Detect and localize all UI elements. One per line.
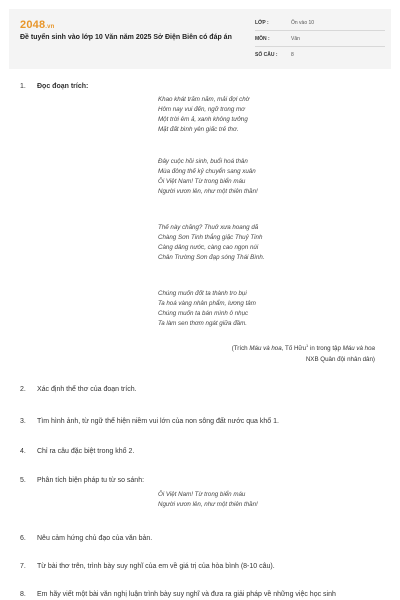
poem-line: Ta hoá vàng nhân phẩm, lương tâm	[158, 300, 256, 307]
question-text: Em hãy viết một bài văn nghị luận trình bày suy nghĩ và đưa ra giải pháp về những việc học sinh	[37, 591, 336, 598]
meta-row-class	[255, 15, 385, 31]
poem-line: Chàng Sơn Tinh thắng giặc Thuỷ Tinh	[158, 234, 263, 241]
question-text: Từ bài thơ trên, trình bày suy nghĩ của em về giá trị của hòa bình (8-10 câu).	[37, 563, 275, 570]
poem-line: Mùa đông thế kỷ chuyển sang xuân	[158, 168, 256, 175]
question-number: 8.	[20, 591, 26, 598]
question-number: 1.	[20, 83, 26, 90]
citation-author: , Tố Hữu	[281, 345, 307, 353]
quote-line: Người vươn lên, như một thiên thần!	[158, 501, 258, 508]
citation-book-title: Máu và hoa	[342, 345, 375, 353]
poem-stanza-1	[158, 95, 378, 135]
question-text: Xác định thể thơ của đoạn trích.	[37, 386, 137, 393]
poem-line: Chúng muốn đốt ta thành tro bụi	[158, 290, 247, 297]
citation-footnote: 1	[306, 343, 309, 348]
logo-text: 2048	[20, 19, 46, 31]
question-5-quote	[158, 490, 378, 510]
poem-line: Hôm nay vui đến, ngỡ trong mơ	[158, 106, 245, 113]
question-number: 3.	[20, 418, 26, 425]
meta-label: MÔN :	[255, 35, 270, 42]
question-number: 7.	[20, 563, 26, 570]
question-text: Đọc đoạn trích:	[37, 83, 89, 90]
poem-line: Càng dâng nước, càng cao ngọn núi	[158, 244, 259, 251]
poem-line: Thế này chăng? Thuở xưa hoang dã	[158, 224, 259, 231]
poem-citation	[145, 340, 375, 365]
citation-line-1	[145, 340, 375, 354]
logo-tld: .vn	[45, 24, 55, 30]
question-text: Chỉ ra câu đặc biệt trong khổ 2.	[37, 448, 135, 455]
poem-line: Chân Trường Sơn đạp sóng Thái Bình.	[158, 254, 265, 261]
question-number: 6.	[20, 535, 26, 542]
poem-line: Ôi Việt Nam! Từ trong biển máu	[158, 178, 246, 185]
question-number: 4.	[20, 448, 26, 455]
poem-line: Một trời êm ả, xanh không tưởng	[158, 116, 248, 123]
meta-row-question-count	[255, 47, 385, 62]
poem-stanza-4	[158, 289, 378, 329]
question-number: 5.	[20, 477, 26, 484]
meta-value: Văn	[291, 35, 300, 42]
citation-prefix: (Trích	[231, 345, 250, 353]
poem-line: Ta làm sen thơm ngát giữa đầm.	[158, 320, 247, 327]
question-number: 2.	[20, 386, 26, 393]
document-header	[9, 9, 391, 69]
meta-value: 8	[291, 51, 294, 58]
citation-line-2: NXB Quân đội nhân dân)	[305, 356, 375, 364]
question-text: Nêu cảm hứng chủ đạo của văn bản.	[37, 535, 153, 542]
poem-line: Đây cuộc hồi sinh, buổi hoá thân	[158, 158, 248, 165]
question-text: Tìm hình ảnh, từ ngữ thể hiện niềm vui lớn của non sông đất nước qua khổ 1.	[37, 418, 279, 425]
meta-label: SỐ CÂU :	[255, 51, 278, 58]
quote-line: Ôi Việt Nam! Từ trong biển máu	[158, 491, 246, 498]
site-logo[interactable]	[20, 19, 55, 31]
meta-value: Ôn vào 10	[291, 19, 315, 26]
poem-line: Chúng muốn ta bán mình ô nhục	[158, 310, 249, 317]
document-title: Đề tuyển sinh vào lớp 10 Văn năm 2025 Sở Điện Biên có đáp án	[20, 34, 232, 41]
citation-mid: in trong tập	[308, 345, 343, 353]
poem-line: Người vươn lên, như một thiên thần!	[158, 188, 258, 195]
meta-table	[255, 15, 385, 62]
citation-poem-title: Máu và hoa	[249, 345, 282, 353]
poem-line: Khao khát trăm năm, mải đợi chờ	[158, 96, 250, 103]
question-text: Phân tích biện pháp tu từ so sánh:	[37, 477, 145, 484]
poem-stanza-2	[158, 157, 378, 197]
poem-line: Mặt đất bình yên giấc trẻ thơ.	[158, 126, 239, 133]
poem-stanza-3	[158, 223, 378, 263]
meta-label: LỚP :	[255, 19, 269, 26]
meta-row-subject	[255, 31, 385, 47]
